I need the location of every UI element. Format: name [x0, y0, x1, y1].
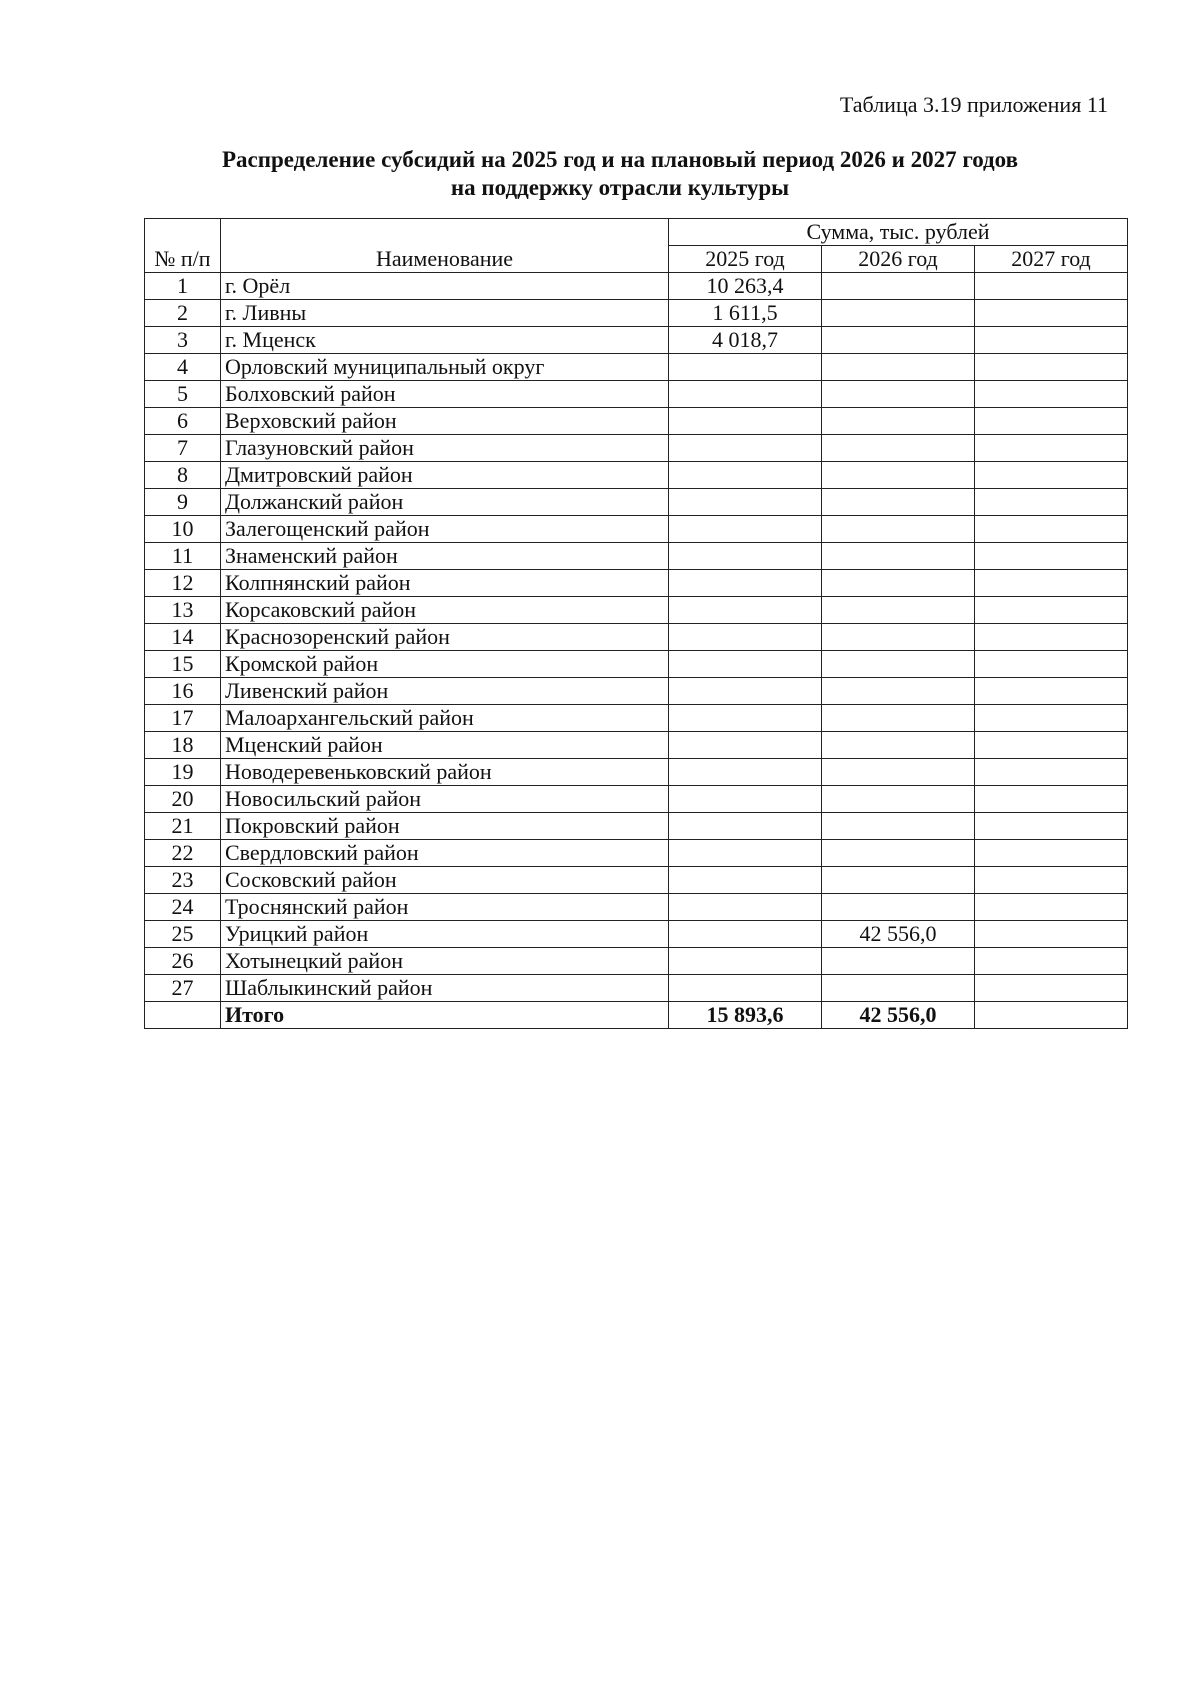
row-num: 13	[145, 597, 221, 624]
row-value-2026	[822, 354, 975, 381]
row-num: 16	[145, 678, 221, 705]
row-value-2027	[975, 543, 1128, 570]
row-value-2027	[975, 786, 1128, 813]
row-value-2026	[822, 786, 975, 813]
row-value-2027	[975, 516, 1128, 543]
row-name: Залегощенский район	[221, 516, 669, 543]
row-num: 2	[145, 300, 221, 327]
total-2027	[975, 1002, 1128, 1029]
total-label: Итого	[221, 1002, 669, 1029]
document-title	[140, 146, 1100, 202]
row-value-2027	[975, 570, 1128, 597]
row-value-2025: 4 018,7	[669, 327, 822, 354]
table-row	[145, 273, 1128, 300]
table-reference: Таблица 3.19 приложения 11	[839, 92, 1108, 117]
table-row	[145, 678, 1128, 705]
row-value-2025	[669, 705, 822, 732]
row-name: г. Орёл	[221, 273, 669, 300]
table-row	[145, 624, 1128, 651]
row-value-2025	[669, 489, 822, 516]
table-row	[145, 894, 1128, 921]
table-row	[145, 327, 1128, 354]
row-value-2025	[669, 894, 822, 921]
row-num: 24	[145, 894, 221, 921]
row-name: Кромской район	[221, 651, 669, 678]
row-value-2026	[822, 894, 975, 921]
row-value-2025	[669, 354, 822, 381]
row-value-2027	[975, 894, 1128, 921]
row-name: Верховский район	[221, 408, 669, 435]
row-name: Ливенский район	[221, 678, 669, 705]
row-value-2027	[975, 678, 1128, 705]
table-row	[145, 732, 1128, 759]
table-row	[145, 813, 1128, 840]
row-value-2026	[822, 840, 975, 867]
row-num: 22	[145, 840, 221, 867]
row-value-2027	[975, 948, 1128, 975]
row-name: Орловский муниципальный округ	[221, 354, 669, 381]
row-name: Шаблыкинский район	[221, 975, 669, 1002]
row-value-2026	[822, 327, 975, 354]
row-value-2026	[822, 462, 975, 489]
total-2026: 42 556,0	[822, 1002, 975, 1029]
row-value-2027	[975, 705, 1128, 732]
row-value-2026	[822, 597, 975, 624]
row-value-2027	[975, 381, 1128, 408]
row-value-2026	[822, 678, 975, 705]
total-num	[145, 1002, 221, 1029]
row-value-2027	[975, 975, 1128, 1002]
table-row	[145, 840, 1128, 867]
row-num: 5	[145, 381, 221, 408]
header-year-2025: 2025 год	[669, 246, 822, 273]
total-row	[145, 1002, 1128, 1029]
row-value-2025	[669, 840, 822, 867]
row-value-2025	[669, 786, 822, 813]
row-value-2027	[975, 651, 1128, 678]
table-row	[145, 300, 1128, 327]
row-name: Новосильский район	[221, 786, 669, 813]
row-name: г. Ливны	[221, 300, 669, 327]
row-name: Троснянский район	[221, 894, 669, 921]
row-value-2026	[822, 732, 975, 759]
row-num: 25	[145, 921, 221, 948]
table-row	[145, 921, 1128, 948]
row-value-2026	[822, 759, 975, 786]
row-num: 12	[145, 570, 221, 597]
row-value-2025	[669, 462, 822, 489]
row-value-2025	[669, 759, 822, 786]
table-header	[145, 219, 1128, 273]
row-value-2027	[975, 624, 1128, 651]
row-value-2026: 42 556,0	[822, 921, 975, 948]
row-name: Свердловский район	[221, 840, 669, 867]
row-value-2026	[822, 381, 975, 408]
row-name: Корсаковский район	[221, 597, 669, 624]
row-value-2027	[975, 489, 1128, 516]
row-name: Болховский район	[221, 381, 669, 408]
row-name: г. Мценск	[221, 327, 669, 354]
row-value-2027	[975, 300, 1128, 327]
row-num: 14	[145, 624, 221, 651]
row-value-2026	[822, 867, 975, 894]
row-name: Урицкий район	[221, 921, 669, 948]
row-value-2026	[822, 651, 975, 678]
table-row	[145, 759, 1128, 786]
table-body	[145, 273, 1128, 1029]
row-value-2027	[975, 408, 1128, 435]
row-num: 9	[145, 489, 221, 516]
table-row	[145, 867, 1128, 894]
table-row	[145, 651, 1128, 678]
header-name: Наименование	[221, 219, 669, 273]
row-value-2027	[975, 840, 1128, 867]
table-row	[145, 435, 1128, 462]
row-value-2025	[669, 651, 822, 678]
row-num: 19	[145, 759, 221, 786]
row-num: 27	[145, 975, 221, 1002]
row-value-2025	[669, 732, 822, 759]
table-row	[145, 705, 1128, 732]
row-value-2027	[975, 273, 1128, 300]
row-value-2025: 1 611,5	[669, 300, 822, 327]
row-num: 20	[145, 786, 221, 813]
table-row	[145, 570, 1128, 597]
row-num: 18	[145, 732, 221, 759]
row-name: Дмитровский район	[221, 462, 669, 489]
row-num: 26	[145, 948, 221, 975]
row-value-2025	[669, 570, 822, 597]
row-name: Новодеревеньковский район	[221, 759, 669, 786]
table-row	[145, 948, 1128, 975]
subsidies-table	[144, 218, 1128, 1029]
row-value-2025	[669, 678, 822, 705]
title-line-1: Распределение субсидий на 2025 год и на плановый период 2026 и 2027 годов	[221, 147, 1019, 172]
row-num: 3	[145, 327, 221, 354]
row-value-2027	[975, 354, 1128, 381]
row-value-2026	[822, 705, 975, 732]
header-year-2026: 2026 год	[822, 246, 975, 273]
row-value-2027	[975, 327, 1128, 354]
row-value-2026	[822, 273, 975, 300]
row-value-2026	[822, 543, 975, 570]
row-value-2026	[822, 435, 975, 462]
row-value-2026	[822, 948, 975, 975]
row-value-2025	[669, 867, 822, 894]
row-num: 17	[145, 705, 221, 732]
row-value-2025	[669, 813, 822, 840]
row-num: 23	[145, 867, 221, 894]
row-value-2026	[822, 813, 975, 840]
row-num: 1	[145, 273, 221, 300]
table-row	[145, 354, 1128, 381]
header-year-2027: 2027 год	[975, 246, 1128, 273]
row-value-2027	[975, 813, 1128, 840]
table-row	[145, 543, 1128, 570]
row-name: Должанский район	[221, 489, 669, 516]
row-value-2025	[669, 948, 822, 975]
row-num: 4	[145, 354, 221, 381]
row-name: Сосковский район	[221, 867, 669, 894]
row-name: Глазуновский район	[221, 435, 669, 462]
title-line-2: на поддержку отрасли культуры	[450, 175, 790, 200]
row-value-2027	[975, 597, 1128, 624]
row-value-2025	[669, 435, 822, 462]
table-row	[145, 462, 1128, 489]
row-num: 7	[145, 435, 221, 462]
row-value-2026	[822, 300, 975, 327]
row-num: 21	[145, 813, 221, 840]
row-value-2025	[669, 381, 822, 408]
row-value-2026	[822, 516, 975, 543]
table-row	[145, 786, 1128, 813]
row-value-2025	[669, 975, 822, 1002]
row-value-2027	[975, 435, 1128, 462]
table-row	[145, 516, 1128, 543]
row-value-2025	[669, 921, 822, 948]
row-num: 10	[145, 516, 221, 543]
header-sum: Сумма, тыс. рублей	[669, 219, 1128, 246]
row-name: Покровский район	[221, 813, 669, 840]
row-value-2027	[975, 462, 1128, 489]
row-value-2025	[669, 516, 822, 543]
row-name: Знаменский район	[221, 543, 669, 570]
table-row	[145, 489, 1128, 516]
row-num: 11	[145, 543, 221, 570]
table-row	[145, 975, 1128, 1002]
header-num: № п/п	[145, 219, 221, 273]
row-value-2026	[822, 408, 975, 435]
row-name: Хотынецкий район	[221, 948, 669, 975]
row-name: Колпнянский район	[221, 570, 669, 597]
table-row	[145, 408, 1128, 435]
row-value-2027	[975, 759, 1128, 786]
row-value-2025: 10 263,4	[669, 273, 822, 300]
total-2025: 15 893,6	[669, 1002, 822, 1029]
row-value-2026	[822, 975, 975, 1002]
row-value-2025	[669, 597, 822, 624]
row-value-2025	[669, 408, 822, 435]
table-row	[145, 381, 1128, 408]
row-num: 8	[145, 462, 221, 489]
row-name: Мценский район	[221, 732, 669, 759]
row-num: 6	[145, 408, 221, 435]
row-value-2027	[975, 732, 1128, 759]
row-name: Краснозоренский район	[221, 624, 669, 651]
row-value-2026	[822, 570, 975, 597]
row-value-2025	[669, 543, 822, 570]
row-value-2026	[822, 489, 975, 516]
row-value-2027	[975, 867, 1128, 894]
table-row	[145, 597, 1128, 624]
row-value-2026	[822, 624, 975, 651]
row-name: Малоархангельский район	[221, 705, 669, 732]
row-num: 15	[145, 651, 221, 678]
row-value-2027	[975, 921, 1128, 948]
row-value-2025	[669, 624, 822, 651]
